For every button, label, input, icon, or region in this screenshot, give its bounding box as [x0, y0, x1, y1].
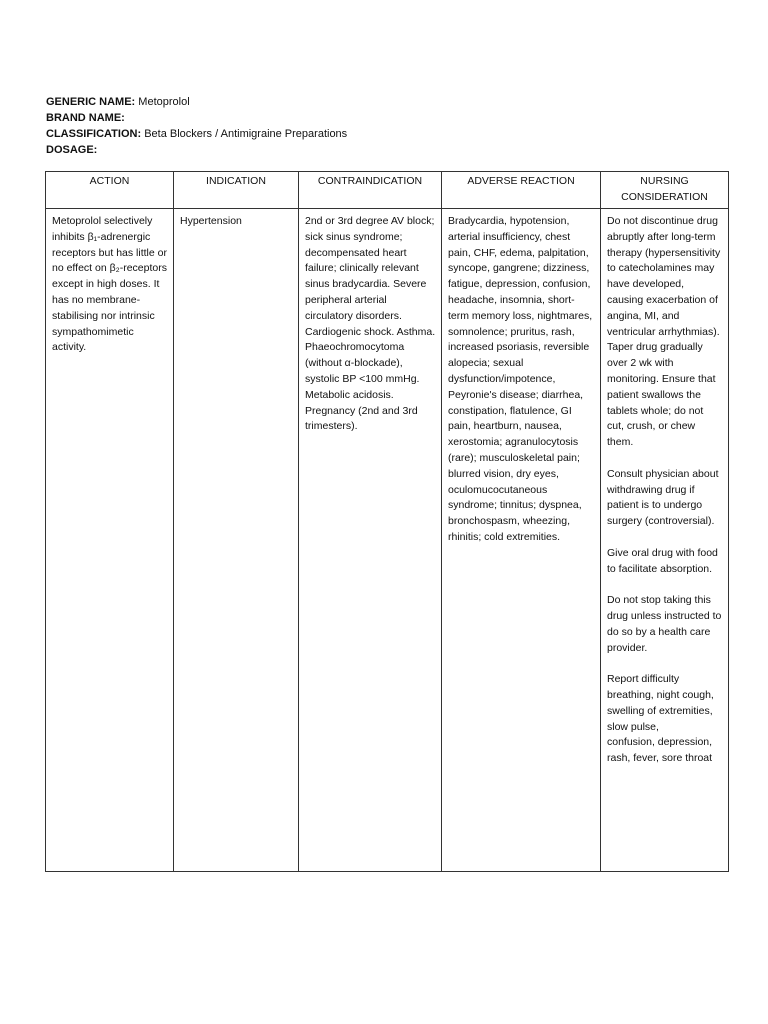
- generic-name-label: GENERIC NAME:: [46, 96, 136, 108]
- brand-name-row: [46, 110, 347, 126]
- column-header-nursing-consideration: NURSING CONSIDERATION: [601, 172, 729, 209]
- contraindication-text: 2nd or 3rd degree AV block; sick sinus syndrome; decompensated heart failure; clinically relevant sinus bradycardia. Severe peripheral arterial circulatory disorders. Cardiogenic shock. Asthma. Phaeochromocytoma (without α-blockade), systolic BP <100 mmHg. Metabolic acidosis. Pregnancy (2nd and 3rd trimesters).: [305, 215, 436, 433]
- indication-text: Hypertension: [180, 215, 242, 227]
- adverse-reaction-cell: [442, 209, 601, 872]
- dosage-row: [46, 142, 347, 158]
- drug-header: [46, 94, 347, 158]
- nursing-consideration-cell: [601, 209, 729, 872]
- classification-label: CLASSIFICATION:: [46, 128, 142, 140]
- classification-value: Beta Blockers / Antimigraine Preparations: [144, 128, 348, 140]
- table-header-row: [46, 172, 729, 209]
- column-header-action: ACTION: [46, 172, 174, 209]
- nursing-paragraph-food: Give oral drug with food to facilitate absorption.: [607, 546, 718, 575]
- brand-name-label: BRAND NAME:: [46, 112, 125, 124]
- action-cell: [46, 209, 174, 872]
- column-header-contraindication: CONTRAINDICATION: [299, 172, 442, 209]
- nursing-paragraph-do-not-stop: Do not stop taking this drug unless instructed to do so by a health care provider.: [607, 594, 722, 654]
- column-header-adverse-reaction: ADVERSE REACTION: [442, 172, 601, 209]
- indication-cell: [174, 209, 299, 872]
- classification-row: [46, 126, 347, 142]
- drug-study-table: [45, 171, 729, 872]
- nursing-paragraph-tapering: Do not discontinue drug abruptly after long-term therapy (hypersensitivity to catecholamines may have developed, causing exacerbation of angina, MI, and ventricular arrhythmias). Taper drug gradually over 2 wk with monitoring. Ensure that patient swallows the tablets whole; do not cut, crush, or chew them.: [607, 215, 721, 449]
- action-text: Metoprolol selectively inhibits β₁-adrenergic receptors but has little or no effect on β₂-receptors except in high doses. It has no membrane-stabilising nor intrinsic sympathomimetic activity.: [52, 215, 167, 354]
- nursing-paragraph-report-symptoms: Report difficulty breathing, night cough, swelling of extremities, slow pulse, confusion, depression, rash, fever, sore throat: [607, 673, 714, 765]
- generic-name-value: Metoprolol: [138, 96, 190, 108]
- table-row: [46, 209, 729, 872]
- generic-name-row: [46, 94, 347, 110]
- dosage-label: DOSAGE:: [46, 144, 98, 156]
- nursing-paragraph-surgery: Consult physician about withdrawing drug if patient is to undergo surgery (controversial).: [607, 467, 719, 528]
- column-header-indication: INDICATION: [174, 172, 299, 209]
- adverse-reaction-text: Bradycardia, hypotension, arterial insufficiency, chest pain, CHF, edema, palpitation, syncope, gangrene; dizziness, fatigue, depression, confusion, headache, insomnia, short-term memory loss, nightmares, somnolence; pruritus, rash, increased psoriasis, reversible alopecia; sexual dysfunction/impotence, Peyronie's disease; diarrhea, constipation, flatulence, GI pain, heartburn, nausea, xerostomia; agranulocytosis (rare); musculoskeletal pain; blurred vision, dry eyes, oculomucocutaneous syndrome; tinnitus; dyspnea, bronchospasm, wheezing, rhinitis; cold extremities.: [448, 215, 593, 543]
- contraindication-cell: [299, 209, 442, 872]
